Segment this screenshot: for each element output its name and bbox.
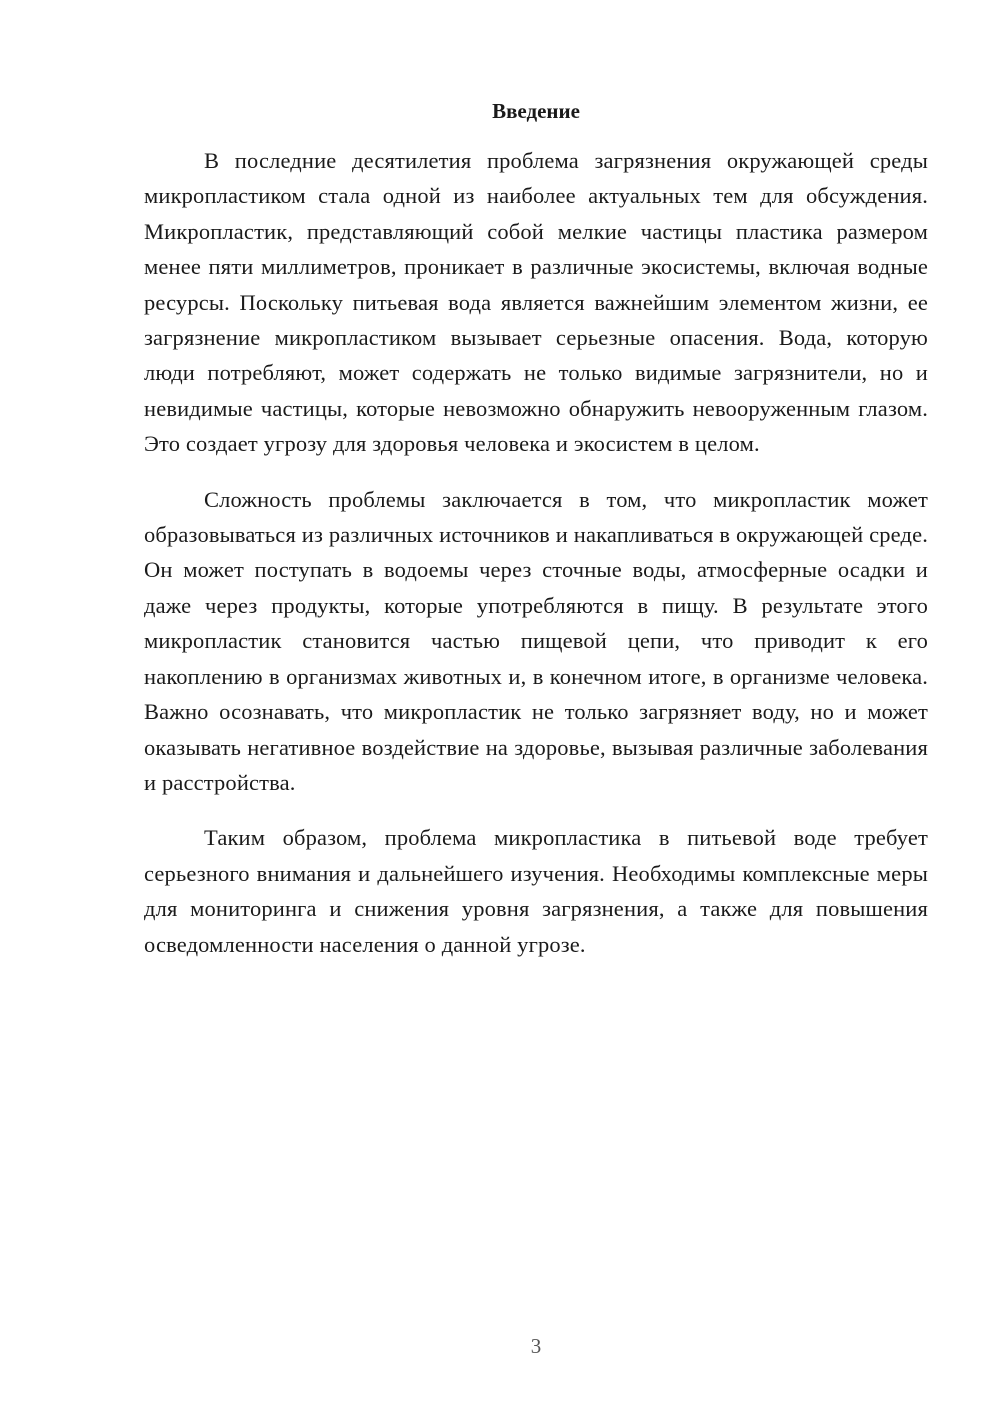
page-number: 3 <box>530 1334 542 1358</box>
body-text <box>144 143 928 982</box>
paragraph-2: Сложность проблемы заключается в том, что микропластик может образовываться из различных источников и накапливаться в окружающей среде. Он может поступать в водоемы через сточные воды, атмосферные осадки и даже через продукты, которые употребляются в пищу. В результате этого микропластик становится частью пищевой цепи, что приводит к его накоплению в организмах животных и, в конечном итоге, в организме человека. Важно осознавать, что микропластик не только загрязняет воду, но и может оказывать негативное воздействие на здоровье, вызывая различные заболевания и расстройства. <box>144 486 928 795</box>
paragraph-3: Таким образом, проблема микропластика в питьевой воде требует серьезного внимания и дальнейшего изучения. Необходимы комплексные меры для мониторинга и снижения уровня загрязнения, а также для повышения осведомленности населения о данной угрозе. <box>144 825 928 957</box>
paragraph-1: В последние десятилетия проблема загрязнения окружающей среды микропластиком стала одной из наиболее актуальных тем для обсуждения. Микропластик, представляющий собой мелкие частицы пластика размером менее пяти миллиметров, проникает в различные экосистемы, включая водные ресурсы. Поскольку питьевая вода является важнейшим элементом жизни, ее загрязнение микропластиком вызывает серьезные опасения. Вода, которую люди потребляют, может содержать не только видимые загрязнители, но и невидимые частицы, которые невозможно обнаружить невооруженным глазом. Это создает угрозу для здоровья человека и экосистем в целом. <box>144 148 928 457</box>
section-title: Введение <box>492 99 580 123</box>
